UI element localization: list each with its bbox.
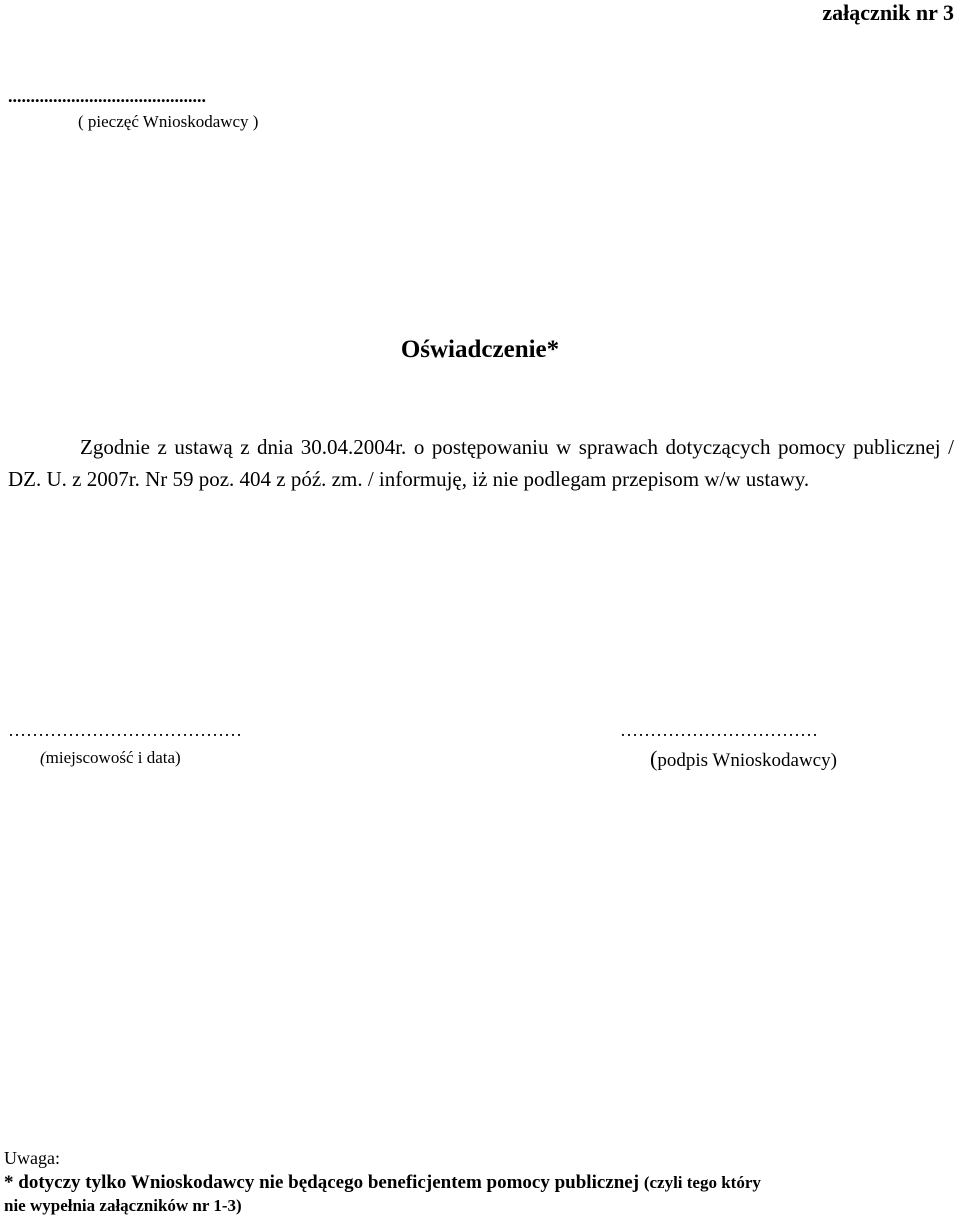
note-line-1: [4, 1172, 761, 1194]
place-date-line: …………………………………: [8, 720, 242, 740]
stamp-signature-line: ............................................: [8, 86, 206, 106]
note-heading: Uwaga:: [4, 1148, 60, 1168]
applicant-signature-line: ……………………………: [620, 720, 818, 740]
note-line-1-small: (czyli tego który: [643, 1173, 761, 1192]
place-date-caption-text: miejscowość i data): [45, 748, 181, 767]
note-line-2: nie wypełnia załączników nr 1-3): [4, 1196, 242, 1215]
annex-label: załącznik nr 3: [822, 0, 954, 25]
document-title: Oświadczenie*: [400, 336, 560, 363]
stamp-caption: ( pieczęć Wnioskodawcy ): [78, 112, 259, 131]
note-line-1-main: * dotyczy tylko Wnioskodawcy nie będącego beneficjentem pomocy publicznej: [4, 1172, 644, 1193]
place-date-caption-paren: (: [40, 748, 46, 767]
place-date-caption: [40, 748, 181, 768]
applicant-signature-caption-text: podpis Wnioskodawcy): [657, 750, 837, 771]
applicant-signature-caption-paren: (: [650, 746, 658, 771]
applicant-signature-caption: [650, 746, 837, 772]
declaration-paragraph: Zgodnie z ustawą z dnia 30.04.2004r. o postępowaniu w sprawach dotyczących pomocy publicznej / DZ. U. z 2007r. Nr 59 poz. 404 z póź. zm. / informuję, iż nie podlegam przepisom w/w ustawy.: [8, 435, 954, 491]
